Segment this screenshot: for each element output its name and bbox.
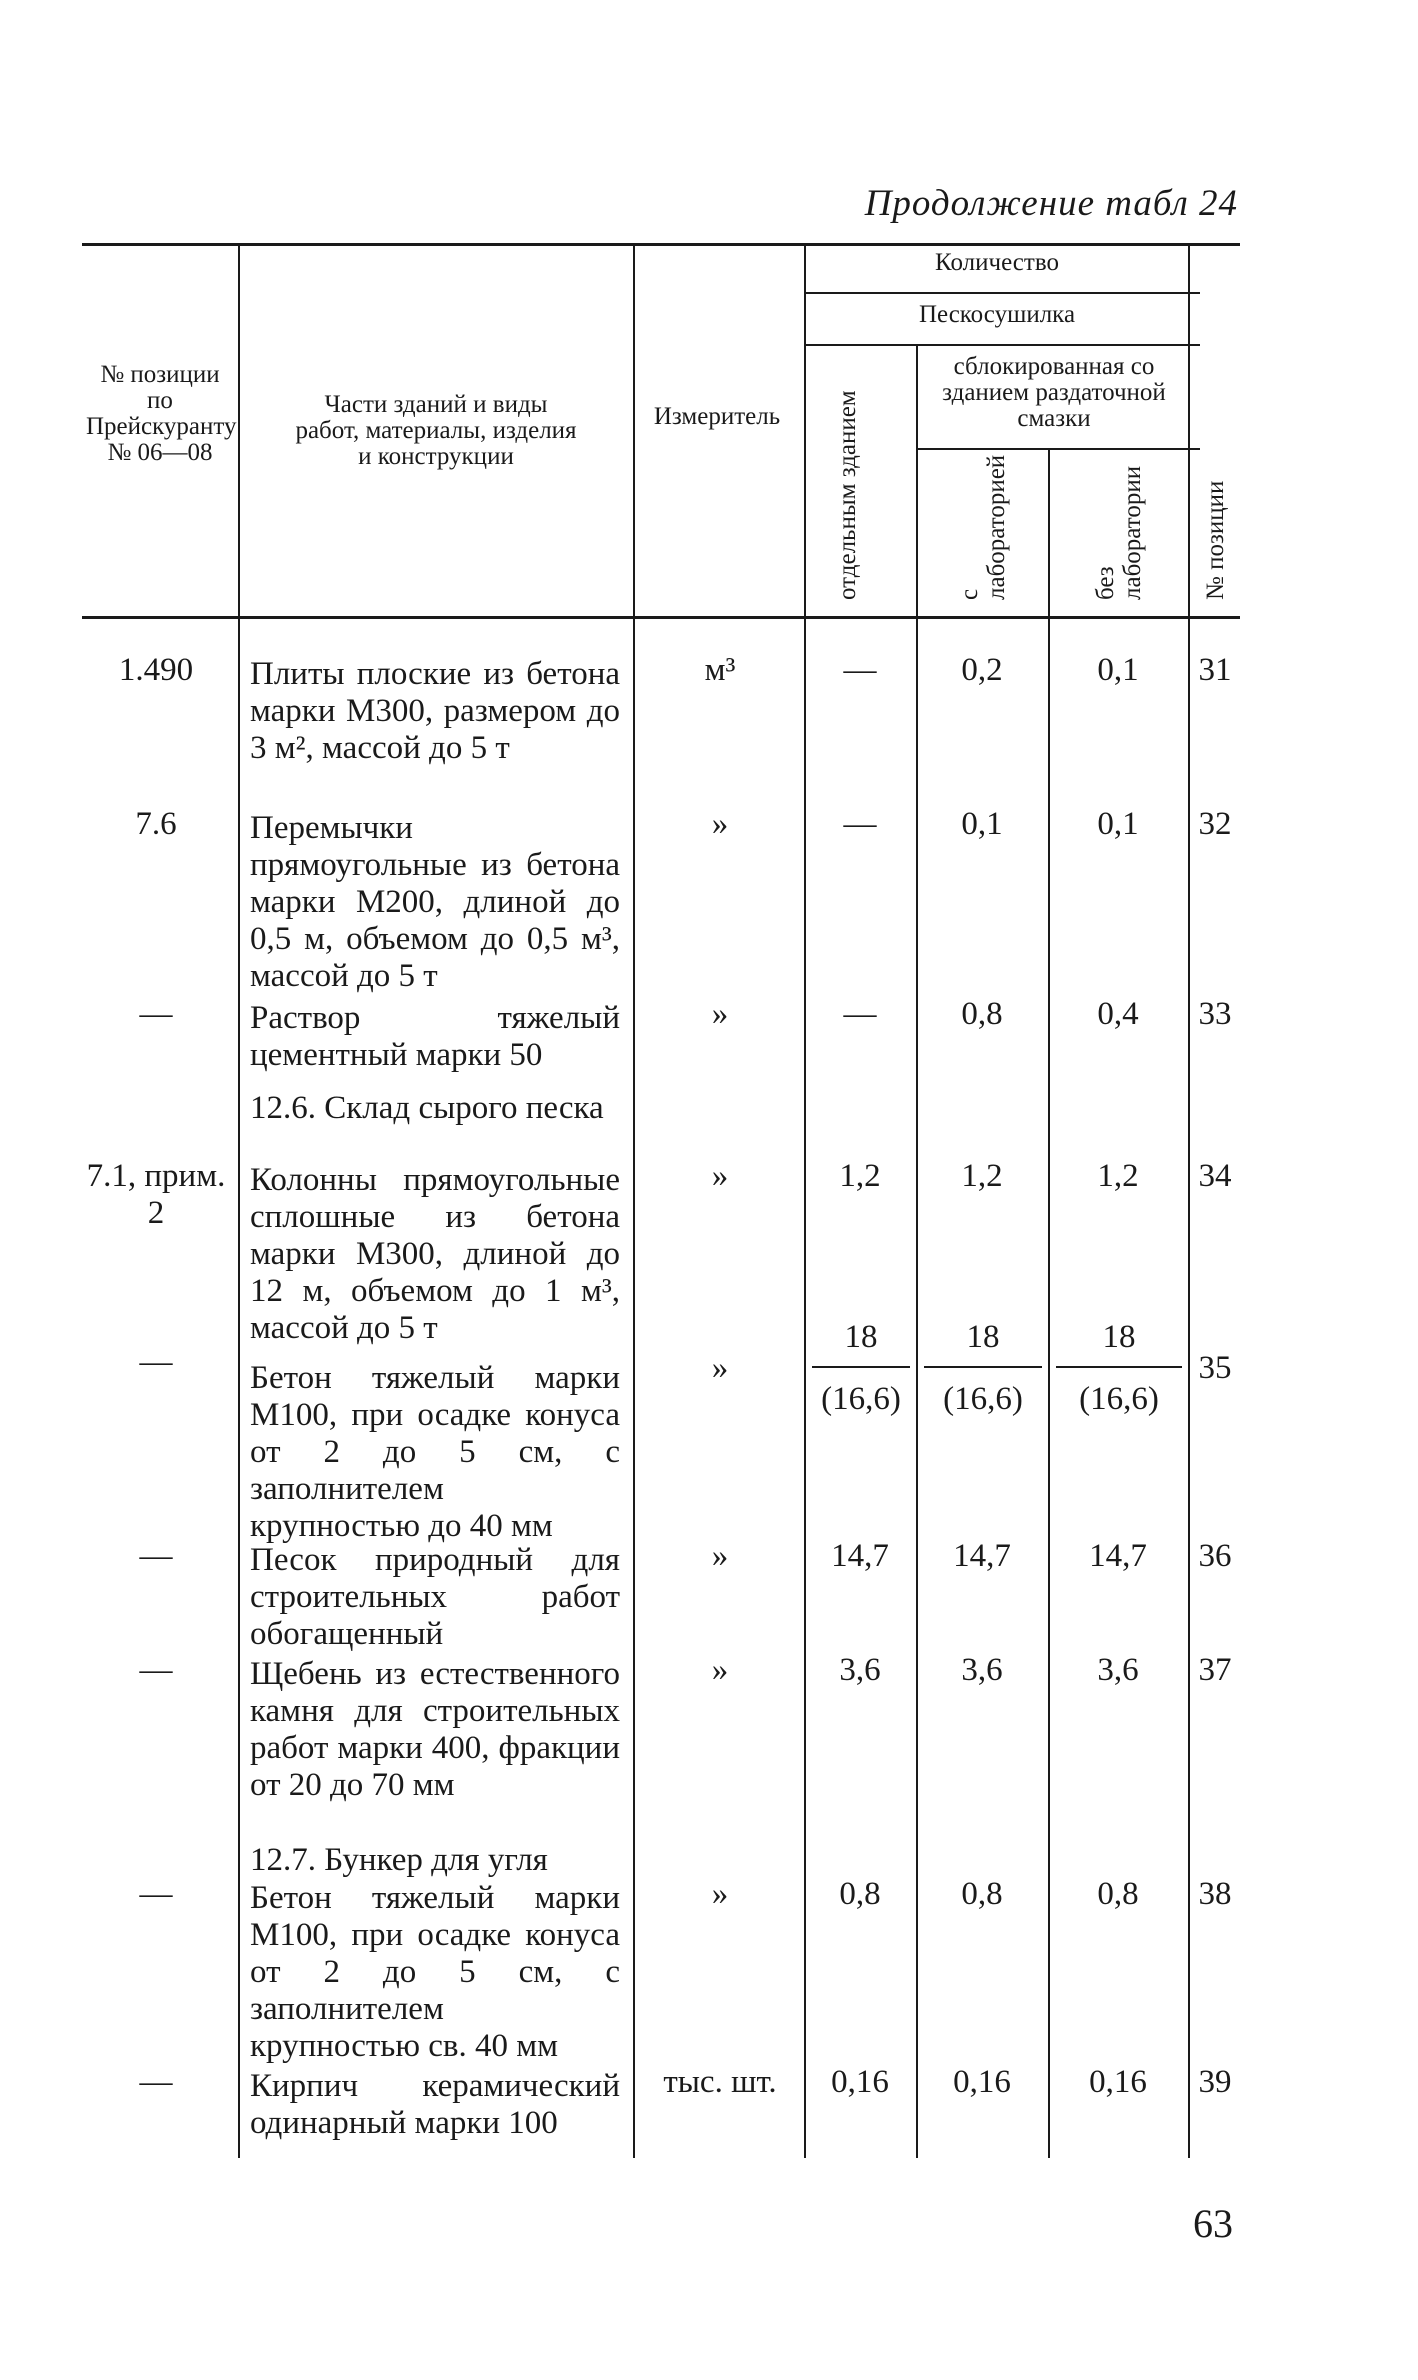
row-37-qty-with-lab: 3,6 (961, 1652, 1003, 1688)
table-top-rule (82, 243, 1240, 246)
row-39-qty-separate: 0,16 (831, 2064, 889, 2100)
row-34-qty-separate: 1,2 (839, 1158, 881, 1194)
row-31-position: 1.490 (118, 652, 194, 688)
header-position-number-text: № позиции (1202, 480, 1229, 600)
row-32-qty-without-lab: 0,1 (1097, 806, 1139, 842)
row-32-number: 32 (1198, 806, 1232, 842)
row-34-qty-with-lab: 1,2 (961, 1158, 1003, 1194)
header-with-lab (956, 454, 1010, 600)
row-36-unit: » (711, 1538, 729, 1574)
section-heading-12-6: 12.6. Склад сырого песка (250, 1090, 604, 1126)
header-position-number (1202, 420, 1229, 600)
row-37-description: Щебень из естественного камня для строительных работ марки 400, фракции от 20 до 70 мм (250, 1656, 620, 1803)
row-33-number: 33 (1198, 996, 1232, 1032)
row-32-position: 7.6 (135, 806, 177, 842)
row-31-qty-without-lab: 0,1 (1097, 652, 1139, 688)
row-33-description: Раствор тяжелый цементный марки 50 (250, 1000, 620, 1073)
header-without-lab-text: без лаборатории (1092, 465, 1146, 600)
header-separate-text: отдельным зданием (834, 390, 861, 600)
row-31-number: 31 (1198, 652, 1232, 688)
row-38-unit: » (711, 1876, 729, 1912)
row-38-description: Бетон тяжелый марки М100, при осадке конуса от 2 до 5 см, с заполнителем крупностью св. 40 мм (250, 1880, 620, 2064)
fraction-bar (1056, 1366, 1182, 1368)
fraction-bar (812, 1366, 910, 1368)
row-32-qty-separate: — (843, 806, 877, 842)
row-31-qty-separate: — (843, 652, 877, 688)
row-39-position: — (139, 2064, 173, 2100)
row-31-unit: м³ (704, 652, 736, 688)
row-35-qty-separate-bottom: (16,6) (821, 1381, 901, 1417)
row-39-qty-with-lab: 0,16 (953, 2064, 1011, 2100)
row-34-position: 7.1, прим. 2 (86, 1158, 226, 1231)
row-37-qty-separate: 3,6 (839, 1652, 881, 1688)
col-divider-1 (238, 246, 240, 2158)
row-35-qty-with-lab (918, 1318, 1048, 1418)
row-34-qty-without-lab: 1,2 (1097, 1158, 1139, 1194)
col-divider-5 (1048, 450, 1050, 2158)
row-35-qty-without-lab-top: 18 (1102, 1319, 1136, 1355)
row-37-unit: » (711, 1652, 729, 1688)
header-position: № позиции по Прейскуранту № 06—08 (86, 361, 237, 466)
row-38-qty-with-lab: 0,8 (961, 1876, 1003, 1912)
row-35-description: Бетон тяжелый марки М100, при осадке конуса от 2 до 5 см, с заполнителем крупностью до 40 мм (250, 1360, 620, 1544)
header-bottom-rule (82, 616, 1240, 619)
row-39-description: Кирпич керамический одинарный марки 100 (250, 2068, 620, 2141)
col-divider-4 (916, 346, 918, 2158)
header-blocked: сблокированная со зданием раздаточной смазки (942, 353, 1166, 432)
header-without-lab (1092, 465, 1146, 600)
row-36-qty-separate: 14,7 (831, 1538, 889, 1574)
table-continuation-title: Продолжение табл 24 (864, 183, 1238, 224)
header-separate-building (834, 385, 861, 600)
row-35-qty-separate (806, 1318, 916, 1418)
row-33-qty-without-lab: 0,4 (1097, 996, 1139, 1032)
row-37-qty-without-lab: 3,6 (1097, 1652, 1139, 1688)
fraction-bar (924, 1366, 1042, 1368)
col-divider-2 (633, 246, 635, 2158)
row-35-qty-without-lab (1050, 1318, 1188, 1418)
row-33-qty-with-lab: 0,8 (961, 996, 1003, 1032)
row-37-position: — (139, 1652, 173, 1688)
header-quantity: Количество (935, 249, 1059, 276)
row-39-unit: тыс. шт. (663, 2064, 777, 2100)
row-39-number: 39 (1198, 2064, 1232, 2100)
row-34-unit: » (711, 1158, 729, 1194)
row-36-description: Песок природный для строительных работ обогащенный (250, 1542, 620, 1652)
section-heading-12-7: 12.7. Бункер для угля (250, 1842, 548, 1878)
row-36-qty-without-lab: 14,7 (1089, 1538, 1147, 1574)
row-33-qty-separate: — (843, 996, 877, 1032)
row-35-unit: » (711, 1350, 729, 1386)
row-35-qty-without-lab-bottom: (16,6) (1079, 1381, 1159, 1417)
row-35-position: — (139, 1344, 173, 1380)
row-38-position: — (139, 1876, 173, 1912)
col-divider-6 (1188, 246, 1190, 2158)
row-38-qty-without-lab: 0,8 (1097, 1876, 1139, 1912)
header-parts: Части зданий и виды работ, материалы, изделия и конструкции (295, 391, 577, 470)
row-36-number: 36 (1198, 1538, 1232, 1574)
row-39-qty-without-lab: 0,16 (1089, 2064, 1147, 2100)
header-with-lab-text: с лабораторией (956, 454, 1010, 600)
row-37-number: 37 (1198, 1652, 1232, 1688)
row-31-qty-with-lab: 0,2 (961, 652, 1003, 688)
blocked-rule (918, 448, 1200, 450)
header-unit: Измеритель (653, 403, 781, 430)
row-32-description: Перемычки прямоугольные из бетона марки М200, длиной до 0,5 м, объемом до 0,5 м³, массой до 5 т (250, 810, 620, 994)
row-32-unit: » (711, 806, 729, 842)
row-35-qty-separate-top: 18 (844, 1319, 878, 1355)
row-31-description: Плиты плоские из бетона марки М300, размером до 3 м², массой до 5 т (250, 656, 620, 766)
row-36-position: — (139, 1538, 173, 1574)
row-38-qty-separate: 0,8 (839, 1876, 881, 1912)
row-35-qty-with-lab-top: 18 (966, 1319, 1000, 1355)
row-38-number: 38 (1198, 1876, 1232, 1912)
row-34-description: Колонны прямоугольные сплошные из бетона марки М300, длиной до 12 м, объемом до 1 м³, массой до 5 т (250, 1162, 620, 1346)
dryer-rule (806, 344, 1200, 346)
row-33-unit: » (711, 996, 729, 1032)
col-divider-3 (804, 246, 806, 2158)
row-36-qty-with-lab: 14,7 (953, 1538, 1011, 1574)
row-35-qty-with-lab-bottom: (16,6) (943, 1381, 1023, 1417)
row-33-position: — (139, 996, 173, 1032)
header-dryer: Пескосушилка (918, 301, 1076, 328)
quantity-rule (806, 292, 1200, 294)
row-32-qty-with-lab: 0,1 (961, 806, 1003, 842)
row-34-number: 34 (1198, 1158, 1232, 1194)
row-35-number: 35 (1198, 1350, 1232, 1386)
page-number: 63 (1193, 2201, 1233, 2246)
